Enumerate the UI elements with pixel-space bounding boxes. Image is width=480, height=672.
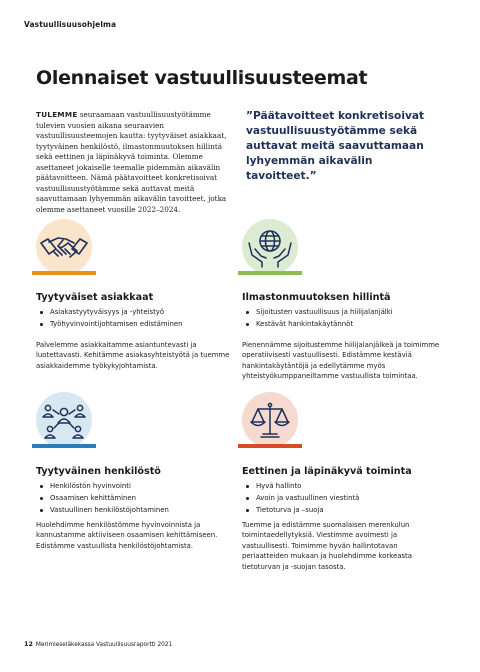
bullet-item: Sijoitusten vastuullisuus ja hiilijalanjälki (242, 306, 393, 318)
people-network-icon (36, 392, 92, 448)
theme-title-ethics: Eettinen ja läpinäkyvä toiminta (242, 466, 412, 477)
theme-icon-ethics (242, 392, 298, 448)
page-number: 12 (24, 640, 33, 648)
bullet-item: Asiakastyytyväisyys ja -yhteistyö (36, 306, 183, 318)
theme-text-climate: Pienennämme sijoitustemme hiilijalanjälkeä ja toimimme operatiivisesti vastuullisesti. Edistämme kestäviä hankintakäytäntöjä ja edellytämme myös yhteistyökumppaneiltamme vastuullista toimintaa. (242, 341, 440, 381)
bullet-item: Kestävät hankintakäytännöt (242, 318, 393, 330)
bullet-item: Henkilöstön hyvinvointi (36, 480, 169, 492)
theme-bullets-climate (242, 306, 393, 330)
icon-accent-bar (32, 271, 96, 275)
bullet-item: Avoin ja vastuullinen viestintä (242, 492, 359, 504)
page-footer (24, 640, 172, 648)
bullet-item: Osaamisen kehittäminen (36, 492, 169, 504)
theme-icon-customers (36, 219, 92, 275)
theme-icon-personnel (36, 392, 92, 448)
theme-bullets-ethics (242, 480, 359, 516)
theme-bullets-personnel (36, 480, 169, 516)
icon-accent-bar (32, 444, 96, 448)
handshake-icon (36, 219, 92, 275)
intro-body: seuraamaan vastuullisuustyötämme tulevien vuosien aikana seuraavien vastuullisuusteemojen kautta: tyytyväiset asiakkaat, tyytyväinen henkilöstö, ilmastonmuutoksen hillintä sekä eettinen ja läpinäkyvä toiminta. Olemme asettaneet jokaiselle teemalle pidemmän aikavälin päätavoitteen. Nämä päätavoitteet konkretisoivat vastuullisuustyötämme sekä auttavat meitä saavuttamaan lyhyemmän aikavälin tavoitteet, jotka olemme asettaneet vuosille 2022–2024. (36, 110, 227, 214)
page-title: Olennaiset vastuullisuusteemat (36, 67, 368, 89)
report-name: Merimieseläkekassa Vastuullisuusraportti 2021 (35, 642, 173, 648)
theme-text-personnel: Huolehdimme henkilöstömme hyvinvoinnista ja kannustamme aktiiviseen osaamisen kehittämiseen. Edistämme vastuullista henkilöstöjohtamista. (36, 521, 218, 550)
pull-quote: ”Päätavoitteet konkretisoivat vastuullisuustyötämme sekä auttavat meitä saavuttamaan lyhyemmän aikavälin tavoitteet.” (246, 110, 425, 182)
bullet-item: Työhyvinvointijohtamisen edistäminen (36, 318, 183, 330)
bullet-item: Tietoturva ja –suoja (242, 504, 359, 516)
intro-paragraph (36, 110, 234, 215)
theme-title-customers: Tyytyväiset asiakkaat (36, 292, 154, 303)
theme-title-climate: Ilmastonmuutoksen hillintä (242, 292, 391, 303)
theme-icon-climate (242, 219, 298, 275)
theme-title-personnel: Tyytyväinen henkilöstö (36, 466, 161, 477)
theme-text-ethics: Tuemme ja edistämme suomalaisen merenkulun toimintaedellytyksiä. Viestimme avoimesti ja vastuullisesti. Toimimme hyvän hallintotavan periaatteiden mukaan ja huolehdimme korkeasta tietoturvan ja -suojan tasosta. (242, 521, 412, 571)
icon-accent-bar (238, 271, 302, 275)
theme-text-customers: Palvelemme asiakkaitamme asiantuntevasti ja luotettavasti. Kehitämme asiakasyhteistyötä ja tuemme asiakkaidemme työkykyjohtamista. (36, 341, 230, 370)
bullet-item: Hyvä hallinto (242, 480, 359, 492)
theme-bullets-customers (36, 306, 183, 330)
globe-in-hands-icon (242, 219, 298, 275)
icon-accent-bar (238, 444, 302, 448)
scales-icon (242, 392, 298, 448)
bullet-item: Vastuullinen henkilöstöjohtaminen (36, 504, 169, 516)
section-label: Vastuullisuusohjelma (24, 20, 117, 29)
intro-lead: TULEMME (36, 110, 78, 119)
